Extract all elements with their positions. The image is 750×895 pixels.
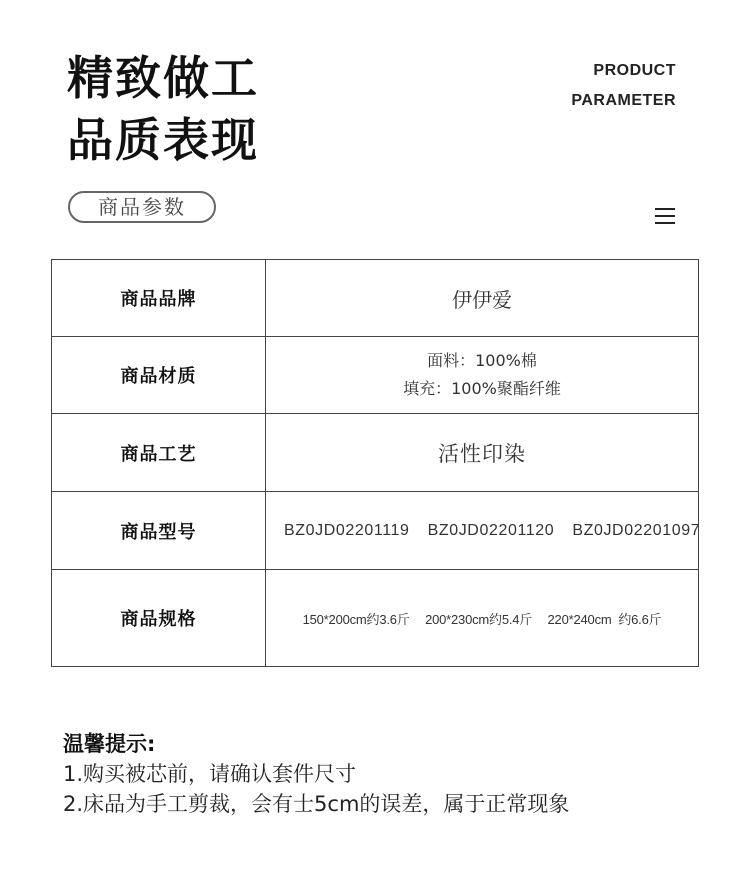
table-row (52, 570, 699, 667)
row-value-brand: 伊伊爱 (266, 260, 699, 337)
tips-title: 温馨提示: (63, 732, 156, 756)
en-label-line-2: PARAMETER (571, 92, 676, 109)
row-label-craft: 商品工艺 (52, 414, 266, 492)
row-label-material: 商品材质 (52, 337, 266, 414)
row-value-model (266, 492, 699, 570)
table-row (52, 260, 699, 337)
row-label-size: 商品规格 (52, 570, 266, 667)
material-fabric: 面料：100%棉 (427, 351, 537, 370)
row-label-model: 商品型号 (52, 492, 266, 570)
headline-line-2: 品质表现 (67, 113, 259, 167)
table-row (52, 414, 699, 492)
row-value-material (266, 337, 699, 414)
size-option: 200*230cm约5.4斤 (425, 611, 533, 627)
spec-table (51, 259, 699, 667)
row-value-craft: 活性印染 (266, 414, 699, 492)
product-parameter-label (571, 56, 676, 116)
tip-line-1: 1.购买被芯前，请确认套件尺寸 (63, 762, 357, 786)
section-pill: 商品参数 (68, 191, 216, 223)
material-filling: 填充：100%聚酯纤维 (403, 379, 561, 398)
table-row (52, 337, 699, 414)
model-number: BZ0JD02201120 (427, 521, 555, 539)
page-headline (67, 47, 259, 171)
headline-line-1: 精致做工 (67, 51, 259, 105)
model-number: BZ0JD02201097 (572, 521, 701, 539)
row-value-size (266, 570, 699, 667)
size-option: 150*200cm约3.6斤 (302, 611, 410, 627)
tips-section (63, 729, 569, 819)
model-number: BZ0JD02201119 (284, 521, 410, 539)
table-row (52, 492, 699, 570)
size-option: 220*240cm 约6.6斤 (547, 611, 662, 627)
row-label-brand: 商品品牌 (52, 260, 266, 337)
en-label-line-1: PRODUCT (593, 62, 676, 79)
tip-line-2: 2.床品为手工剪裁，会有士5cm的误差，属于正常现象 (63, 792, 570, 816)
hamburger-menu-icon[interactable] (655, 208, 675, 226)
